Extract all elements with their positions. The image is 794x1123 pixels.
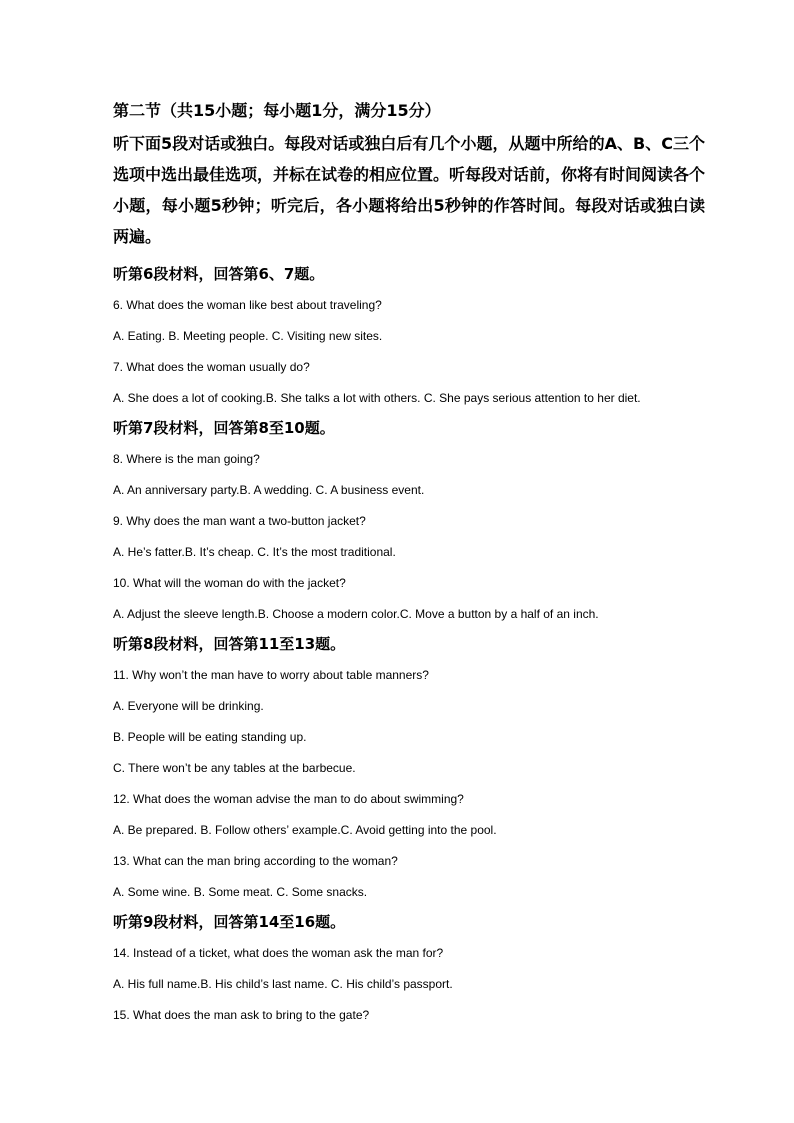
options-line: C. There won’t be any tables at the barbecue. [113,761,356,775]
options-line: A. His full name.B. His child’s last name. C. His child’s passport. [113,977,453,991]
question-line: 12. What does the woman advise the man to do about swimming? [113,792,464,806]
options-line: A. Adjust the sleeve length.B. Choose a modern color.C. Move a button by a half of an inch. [113,607,599,621]
section-heading: 第二节（共15小题；每小题1分，满分15分） [113,101,441,120]
options-line: A. She does a lot of cooking.B. She talks a lot with others. C. She pays serious attention to her diet. [113,391,641,405]
options-line: B. People will be eating standing up. [113,730,307,744]
options-line: A. Some wine. B. Some meat. C. Some snacks. [113,885,368,899]
question-line: 14. Instead of a ticket, what does the woman ask the man for? [113,946,444,960]
question-line: 10. What will the woman do with the jacket? [113,576,346,590]
options-line: A. Eating. B. Meeting people. C. Visiting new sites. [113,329,383,343]
question-line: 8. Where is the man going? [113,452,260,466]
page-content [113,98,705,1023]
options-line: A. Everyone will be drinking. [113,699,264,713]
question-line: 9. Why does the man want a two-button jacket? [113,514,366,528]
question-line: 6. What does the woman like best about traveling? [113,298,382,312]
question-line: 13. What can the man bring according to the woman? [113,854,398,868]
question-line: 7. What does the woman usually do? [113,360,310,374]
part-title: 听第8段材料，回答第11至13题。 [113,635,346,653]
options-line: A. He’s fatter.B. It’s cheap. C. It’s the most traditional. [113,545,396,559]
options-line: A. An anniversary party.B. A wedding. C. A business event. [113,483,425,497]
section-instructions: 听下面5段对话或独白。每段对话或独白后有几个小题，从题中所给的A、B、C三个选项中选出最佳选项，并标在试卷的相应位置。听每段对话前，你将有时间阅读各个小题，每小题5秒钟；听完后，各小题将给出5秒钟的作答时间。每段对话或独白读两遍。 [113,134,706,246]
part-title: 听第6段材料，回答第6、7题。 [113,265,325,283]
part-title: 听第7段材料，回答第8至10题。 [113,419,335,437]
question-line: 11. Why won’t the man have to worry about table manners? [113,668,429,682]
part-title: 听第9段材料，回答第14至16题。 [113,913,346,931]
question-line: 15. What does the man ask to bring to the gate? [113,1008,370,1022]
options-line: A. Be prepared. B. Follow others’ example.C. Avoid getting into the pool. [113,823,497,837]
